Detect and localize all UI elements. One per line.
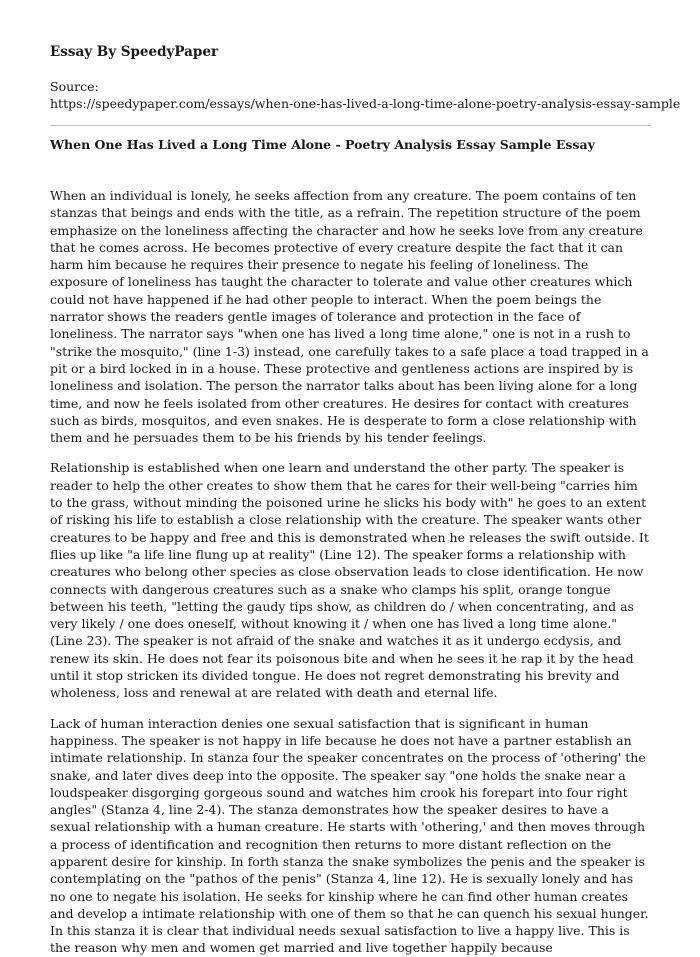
essay-paragraph-3: Lack of human interaction denies one sexual satisfaction that is significant in human happiness. The speaker is not happy in life because he does not have a partner establish an intimate relationship. In stanza four the speaker concentrates on the process of 'othering' the snake, and later dives deep into the opposite. The speaker say "one holds the snake near a loudspeaker disgorging gorgeous sound and watches him crook his forepart into four right angles" (Stanza 4, line 2-4). The stanza demonstrates how the speaker desires to have a sexual relationship with a human creature. He starts with 'othering,' and then moves through a process of identification and recognition then returns to more distant reflection on the apparent desire for kinship. In forth stanza the snake symbolizes the penis and the speaker is contemplating on the "pathos of the penis" (Stanza 4, line 12). He is sexually lonely and has no one to negate his isolation. He seeks for kinship where he can find other human creates and develop a intimate relationship with one of them so that he can quench his sexual hunger. In this stanza it is clear that individual needs sexual satisfaction to live a happy live. This is the reason why men and women get married and live together happily because: [50, 715, 649, 956]
essay-paragraph-2: Relationship is established when one learn and understand the other party. The speaker is reader to help the other creates to show them that he cares for their well-being "carries him to the grass, without minding the poisoned urine he slicks his body with" he goes to an extent of risking his life to establish a close relationship with the creature. The speaker wants other creatures to be happy and free and this is demonstrated when he releases the swift outside. It flies up like "a life line flung up at reality" (Line 12). The speaker forms a relationship with creatures who belong other species as close observation leads to close identification. He now connects with dangerous creatures such as a snake who clamps his split, orange tongue between his teeth, "letting the gaudy tips show, as children do / when concentrating, and as very likely / one does oneself, without knowing it / when one has lived a long time alone." (Line 23). The speaker is not afraid of the snake and watches it as it undergo ecdysis, and renew its skin. He does not fear its poisonous bite and when he sees it he rap it by the head until it stop stricken its divided tongue. He does not regret demonstrating his brevity and wholeness, loss and renewal at are related with death and eternal life.: [50, 460, 649, 701]
header-divider: [50, 125, 650, 126]
source-label: Source:: [50, 79, 99, 94]
essay-title: When One Has Lived a Long Time Alone - Poetry Analysis Essay Sample Essay: [50, 137, 595, 152]
brand-heading: Essay By SpeedyPaper: [50, 44, 219, 60]
essay-paragraph-1: When an individual is lonely, he seeks affection from any creature. The poem contains of ten stanzas that beings and ends with the title, as a refrain. The repetition structure of the poem emphasize on the loneliness affecting the character and how he seeks love from any creature that he comes across. He becomes protective of every creature despite the fact that it can harm him because he requires their presence to negate his feeling of loneliness. The exposure of loneliness has taught the character to tolerate and value other creatures which could not have happened if he had other people to interact. When the poem beings the narrator shows the readers gentle images of tolerance and protection in the face of loneliness. The narrator says "when one has lived a long time alone," one is not in a rush to "strike the mosquito," (line 1-3) instead, one carefully takes to a safe place a toad trapped in a pit or a bird locked in in a house. These protective and gentleness actions are inspired by is loneliness and isolation. The person the narrator talks about has been living alone for a long time, and now he feels isolated from other creatures. He desires for contact with creatures such as birds, mosquitos, and even snakes. He is desperate to form a close relationship with them and he persuades them to be his friends by his tender feelings.: [50, 188, 649, 446]
source-url: https://speedypaper.com/essays/when-one-has-lived-a-long-time-alone-poetry-analysis-essay-sample: [50, 96, 681, 111]
